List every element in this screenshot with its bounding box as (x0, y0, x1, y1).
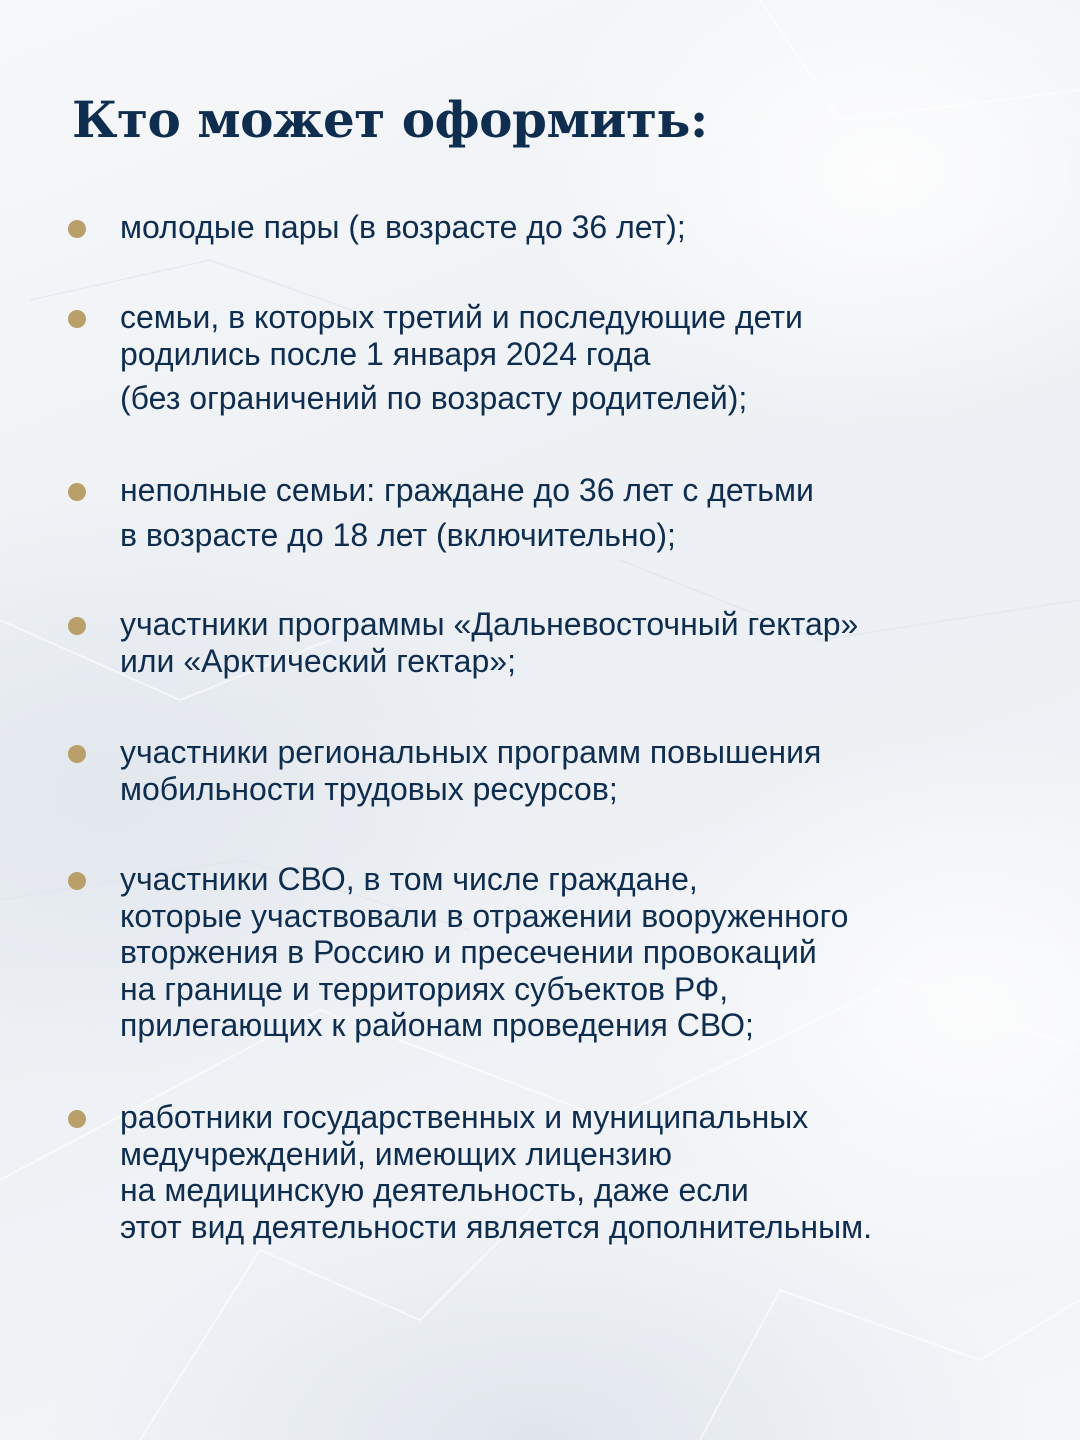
item-line: в возрасте до 18 лет (включительно); (120, 516, 676, 553)
item-line: участники СВО, в том числе граждане, (120, 861, 698, 897)
item-line: на медицинскую деятельность, даже если (120, 1172, 749, 1208)
item-line: медучреждений, имеющих лицензию (120, 1135, 673, 1172)
item-line: семьи, в которых третий и последующие дети (120, 299, 803, 335)
item-line: (без ограничений по возрасту родителей); (120, 380, 748, 416)
item-line: или «Арктический гектар»; (120, 642, 516, 679)
list-item (120, 299, 1040, 417)
item-line: неполные семьи: граждане до 36 лет с детьми (120, 472, 814, 508)
list-item (120, 472, 1040, 553)
list-item (120, 734, 1040, 807)
bullet-dot-icon (68, 745, 86, 763)
bullet-dot-icon (68, 617, 86, 635)
item-line: вторжения в Россию и пресечении провокаций (120, 934, 817, 970)
bullet-dot-icon (68, 310, 86, 328)
item-line: работники государственных и муниципальных (120, 1099, 809, 1135)
page-title: Кто может оформить: (72, 90, 708, 149)
list-item (120, 209, 1040, 246)
item-line: прилегающих к районам проведения СВО; (120, 1007, 754, 1043)
list-item (120, 861, 1040, 1044)
item-line: молодые пары (в возрасте до 36 лет); (120, 209, 686, 245)
item-line: этот вид деятельности является дополнительным. (120, 1208, 872, 1245)
item-line: участники региональных программ повышения (120, 734, 822, 770)
bullet-dot-icon (68, 872, 86, 890)
item-line: которые участвовали в отражении вооруженного (120, 897, 849, 934)
item-line: участники программы «Дальневосточный гектар» (120, 606, 859, 642)
bullet-dot-icon (68, 483, 86, 501)
list-item (120, 606, 1040, 679)
bullet-dot-icon (68, 220, 86, 238)
item-line: на границе и территориях субъектов РФ, (120, 970, 729, 1007)
item-line: мобильности трудовых ресурсов; (120, 770, 618, 807)
bullet-dot-icon (68, 1110, 86, 1128)
item-line: родились после 1 января 2024 года (120, 335, 651, 372)
list-item (120, 1099, 1040, 1245)
